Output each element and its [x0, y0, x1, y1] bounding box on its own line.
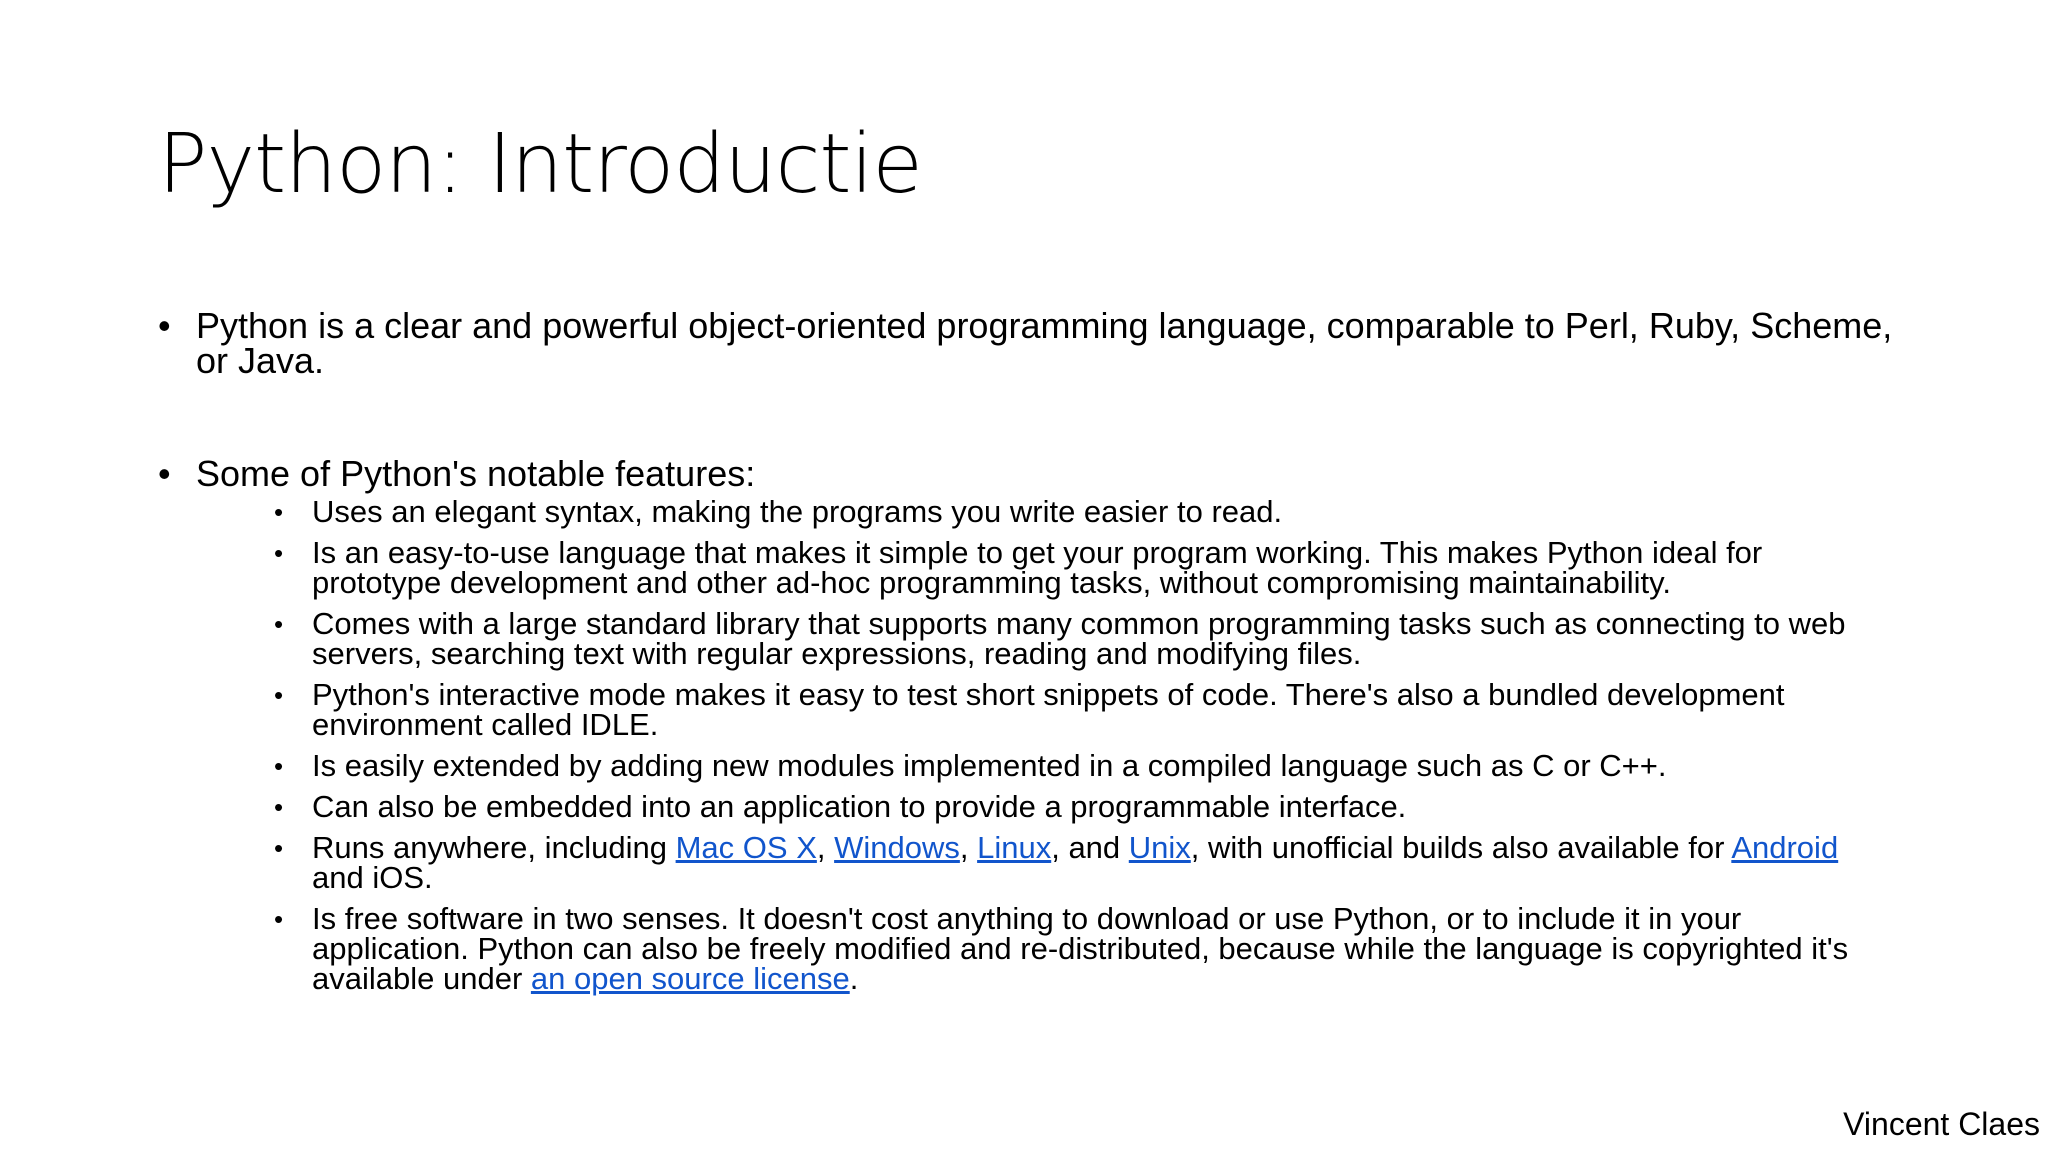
feature-text: Is an easy-to-use language that makes it simple to get your program working. This makes Python ideal for prototype development and other ad-hoc programming tasks, without compromising maintainability. — [312, 535, 1763, 600]
intro-text: Python is a clear and powerful object-oriented programming language, comparable to Perl, Ruby, Scheme, or Java. — [196, 305, 1893, 381]
feature-item-free-software — [274, 901, 1898, 996]
bullet-intro — [158, 305, 1898, 381]
sub-bullet-dot-icon: • — [274, 609, 284, 639]
link-windows[interactable]: Windows — [834, 830, 960, 865]
feature-item-extensible — [274, 748, 1898, 783]
feature-text: Python's interactive mode makes it easy to test short snippets of code. There's also a bundled development environment called IDLE. — [312, 677, 1785, 742]
text-run: and iOS. — [312, 860, 433, 895]
feature-item-embeddable — [274, 789, 1898, 824]
text-run: , — [816, 830, 835, 865]
link-mac-os-x[interactable]: Mac OS X — [675, 830, 817, 865]
sub-bullet-dot-icon: • — [274, 497, 284, 527]
text-run: . — [849, 961, 859, 996]
feature-text — [312, 901, 1848, 996]
author-footer: Vincent Claes — [1843, 1106, 2040, 1142]
slide-content — [158, 305, 1898, 996]
sub-bullet-dot-icon: • — [274, 904, 284, 934]
bullet-dot-icon: • — [158, 453, 171, 494]
link-android[interactable]: Android — [1731, 830, 1839, 865]
sub-bullet-dot-icon: • — [274, 538, 284, 568]
link-open-source-license[interactable]: an open source license — [530, 961, 850, 996]
text-run: Runs anywhere, including — [312, 830, 676, 865]
slide-title: Python: Introductie — [158, 117, 922, 212]
bullet-features — [158, 453, 1898, 996]
feature-text: Can also be embedded into an application to provide a programmable interface. — [312, 789, 1407, 824]
link-linux[interactable]: Linux — [977, 830, 1052, 865]
feature-text — [312, 830, 1838, 895]
link-unix[interactable]: Unix — [1128, 830, 1191, 865]
feature-text: Comes with a large standard library that supports many common programming tasks such as connecting to web servers, searching text with regular expressions, reading and modifying files. — [312, 606, 1846, 671]
text-run: , and — [1051, 830, 1129, 865]
features-list — [196, 494, 1898, 996]
text-run: Is free software in two senses. It doesn't cost anything to download or use Python, or to include it in your application. Python can also be freely modified and re-distributed, because while the language is copyrighted it's available under — [312, 901, 1849, 996]
features-heading: Some of Python's notable features: — [196, 453, 756, 494]
feature-item-standard-library — [274, 606, 1898, 671]
feature-item-syntax — [274, 494, 1898, 529]
sub-bullet-dot-icon: • — [274, 680, 284, 710]
sub-bullet-dot-icon: • — [274, 792, 284, 822]
feature-item-easy-to-use — [274, 535, 1898, 600]
feature-text: Uses an elegant syntax, making the programs you write easier to read. — [312, 494, 1283, 529]
text-run: , with unofficial builds also available for — [1190, 830, 1732, 865]
feature-item-interactive-mode — [274, 677, 1898, 742]
text-run: , — [959, 830, 978, 865]
feature-text: Is easily extended by adding new modules implemented in a compiled language such as C or C++. — [312, 748, 1667, 783]
sub-bullet-dot-icon: • — [274, 833, 284, 863]
feature-item-runs-anywhere — [274, 830, 1898, 895]
bullet-dot-icon: • — [158, 305, 171, 346]
sub-bullet-dot-icon: • — [274, 751, 284, 781]
